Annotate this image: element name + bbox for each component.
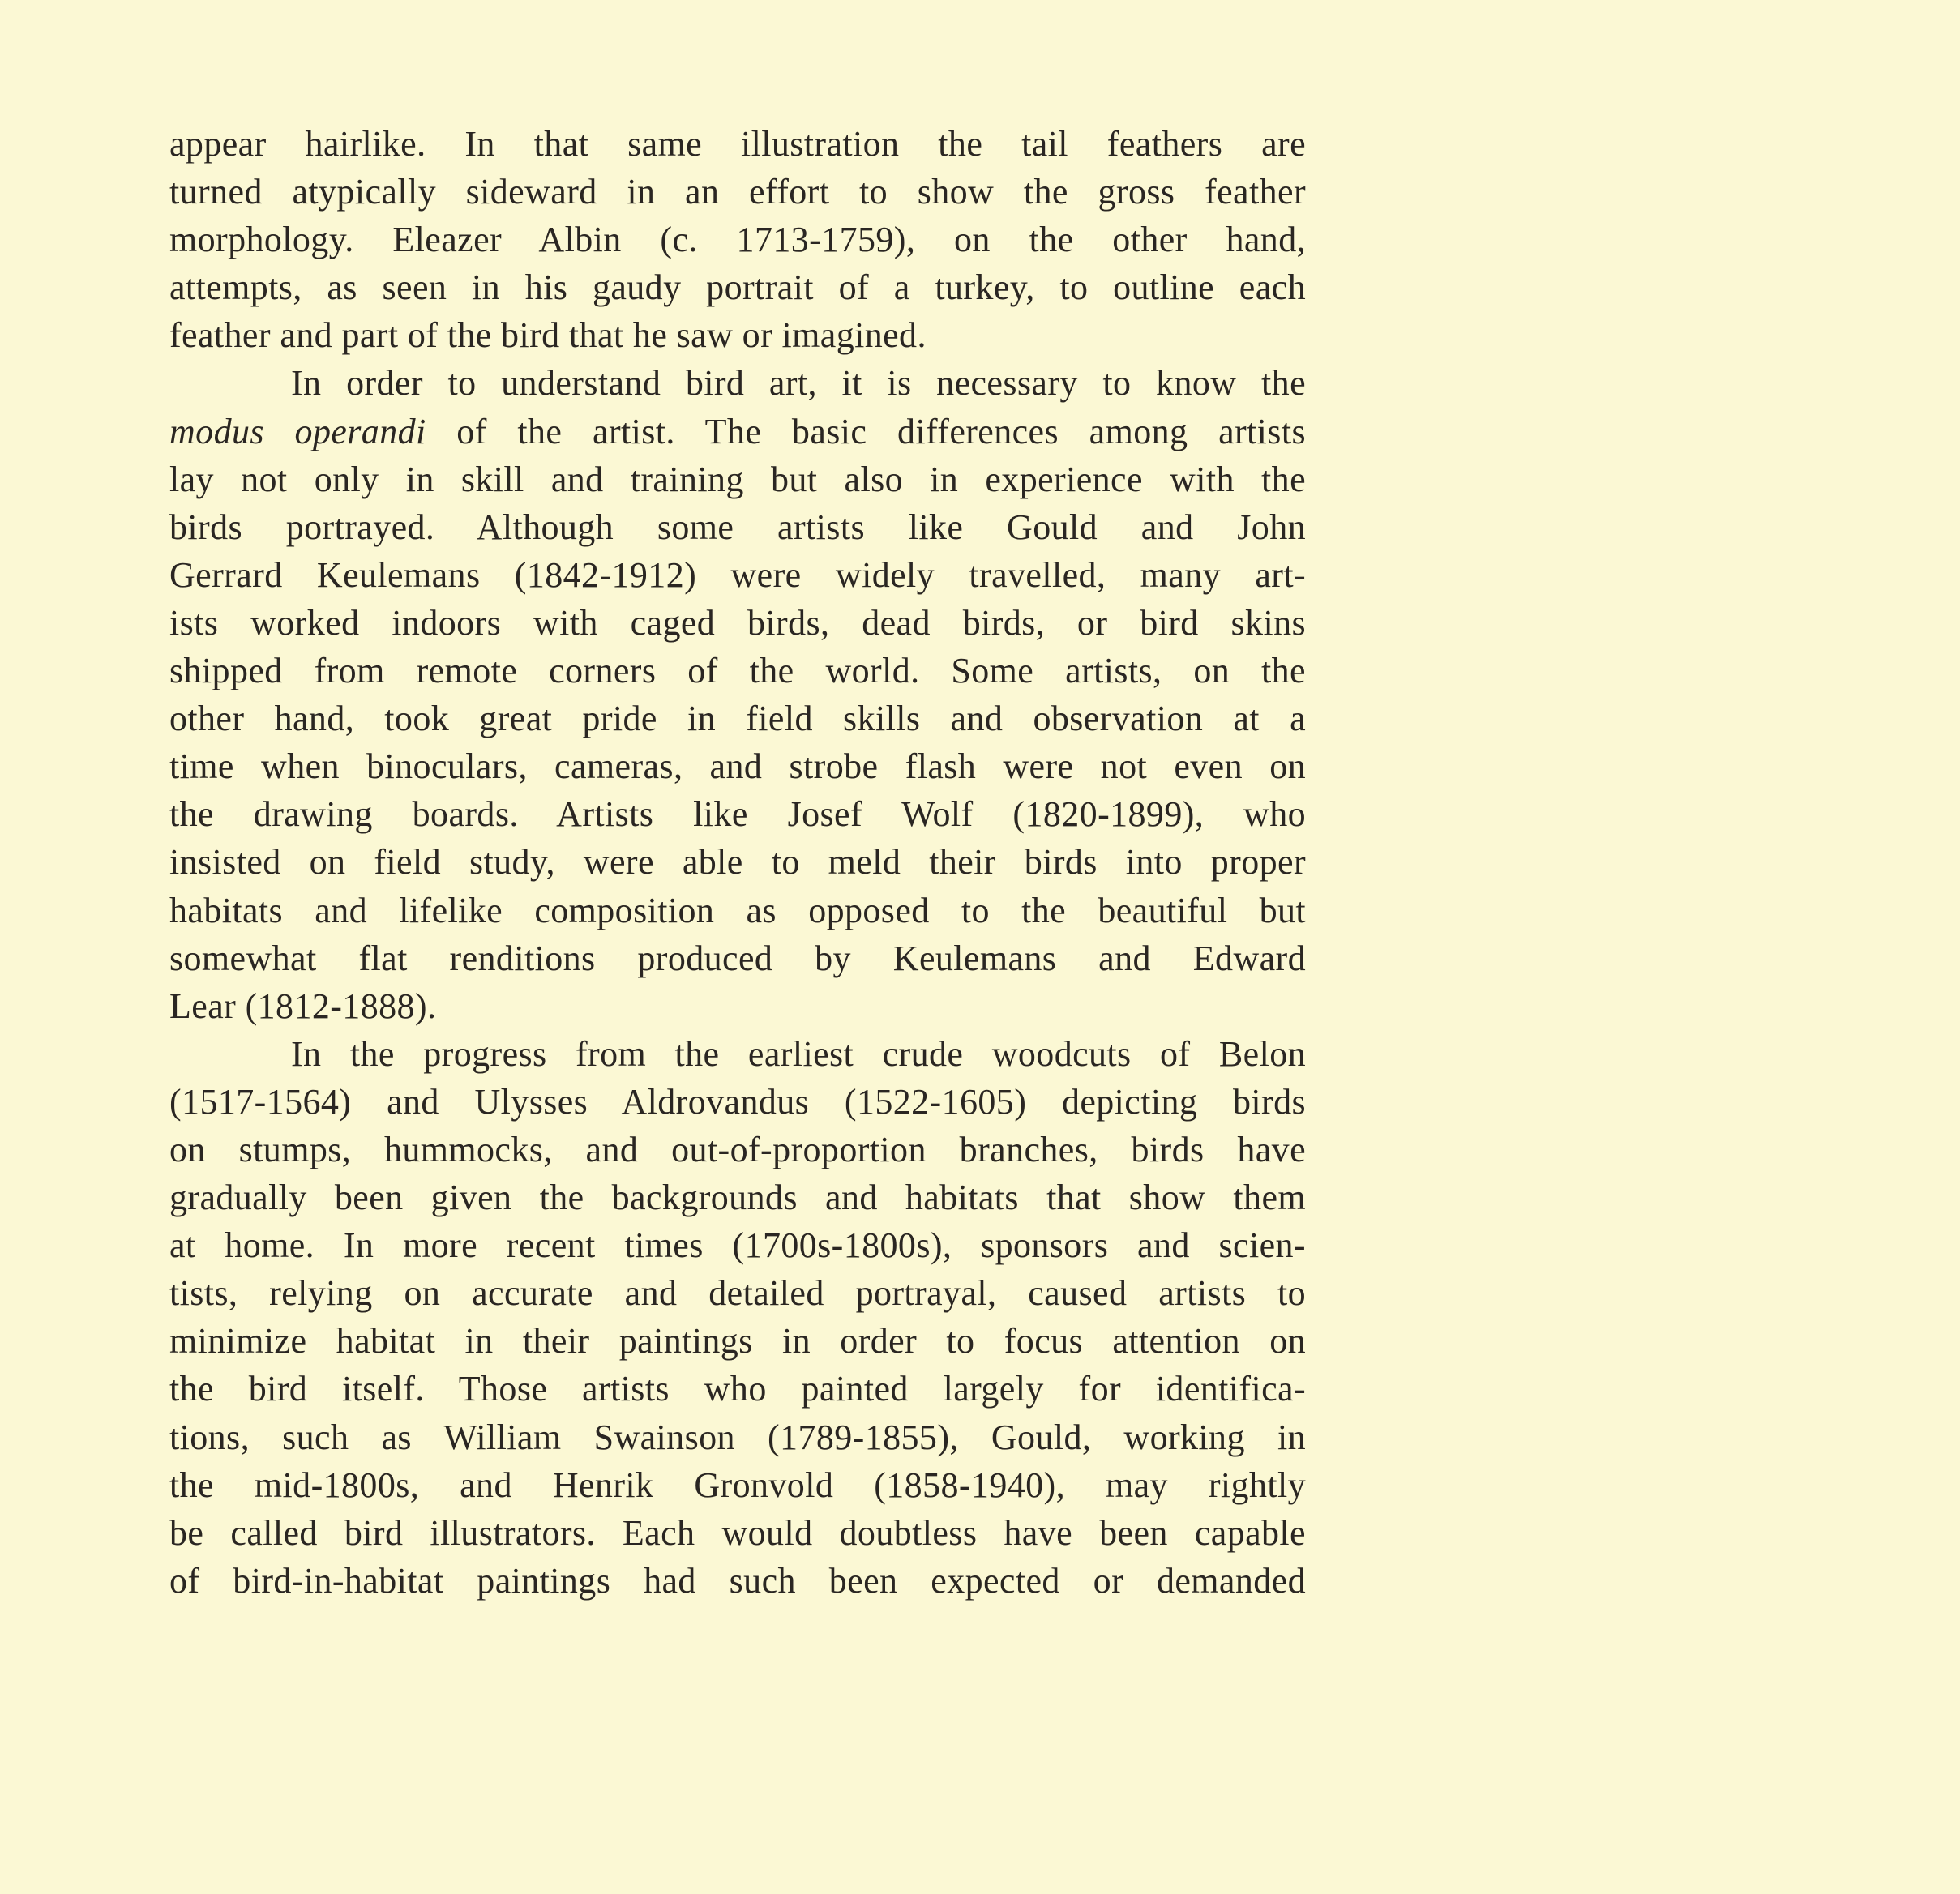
text-line: feather and part of the bird that he saw or imagined.	[169, 315, 927, 356]
text-line: Gerrard Keulemans (1842-1912) were widely travelled, many art-	[169, 554, 1306, 595]
text-line: tists, relying on accurate and detailed portrayal, caused artists to	[169, 1273, 1306, 1314]
text-line: attempts, as seen in his gaudy portrait of a turkey, to outline each	[169, 267, 1306, 308]
text-line: gradually been given the backgrounds and habitats that show them	[169, 1178, 1306, 1218]
text-line: other hand, took great pride in field skills and observation at a	[169, 699, 1306, 739]
text-line: ists worked indoors with caged birds, dead birds, or bird skins	[169, 602, 1306, 643]
text-line: lay not only in skill and training but also in experience with the	[169, 459, 1306, 499]
text-line: birds portrayed. Although some artists like Gould and John	[169, 507, 1306, 547]
text-line	[169, 408, 1306, 455]
text-line: morphology. Eleazer Albin (c. 1713-1759), on the other hand,	[169, 220, 1306, 260]
text-line: insisted on field study, were able to meld their birds into proper	[169, 842, 1306, 883]
text-line: habitats and lifelike composition as opposed to the beautiful but	[169, 890, 1306, 930]
text-line: the bird itself. Those artists who painted largely for identifica-	[169, 1369, 1306, 1409]
text-line: the mid-1800s, and Henrik Gronvold (1858-1940), may rightly	[169, 1464, 1306, 1505]
text-line: of bird-in-habitat paintings had such been expected or demanded	[169, 1560, 1306, 1601]
text-line: turned atypically sideward in an effort to show the gross feather	[169, 172, 1306, 212]
text-line: tions, such as William Swainson (1789-1855), Gould, working in	[169, 1417, 1306, 1457]
text-line: In order to understand bird art, it is necessary to know the	[291, 363, 1306, 404]
text-line: be called bird illustrators. Each would doubtless have been capable	[169, 1512, 1306, 1553]
text-line-rest: of the artist. The basic differences among artists	[426, 411, 1306, 451]
body-text	[169, 120, 1306, 1605]
text-line: Lear (1812-1888).	[169, 985, 437, 1026]
paragraph-3	[169, 1030, 1306, 1605]
text-line: at home. In more recent times (1700s-1800s), sponsors and scien-	[169, 1225, 1306, 1266]
text-line: appear hairlike. In that same illustration the tail feathers are	[169, 124, 1306, 164]
paragraph-1	[169, 120, 1306, 359]
italic-phrase: modus operandi	[169, 411, 426, 451]
text-line: (1517-1564) and Ulysses Aldrovandus (1522-1605) depicting birds	[169, 1081, 1306, 1122]
text-line: minimize habitat in their paintings in order to focus attention on	[169, 1321, 1306, 1362]
text-line: In the progress from the earliest crude woodcuts of Belon	[291, 1033, 1306, 1074]
text-line: the drawing boards. Artists like Josef Wolf (1820-1899), who	[169, 794, 1306, 835]
paragraph-2	[169, 359, 1306, 1029]
text-line: somewhat flat renditions produced by Keulemans and Edward	[169, 938, 1306, 978]
text-line: shipped from remote corners of the world. Some artists, on the	[169, 651, 1306, 691]
text-line: time when binoculars, cameras, and strobe flash were not even on	[169, 746, 1306, 787]
text-line: on stumps, hummocks, and out-of-proportion branches, birds have	[169, 1129, 1306, 1169]
